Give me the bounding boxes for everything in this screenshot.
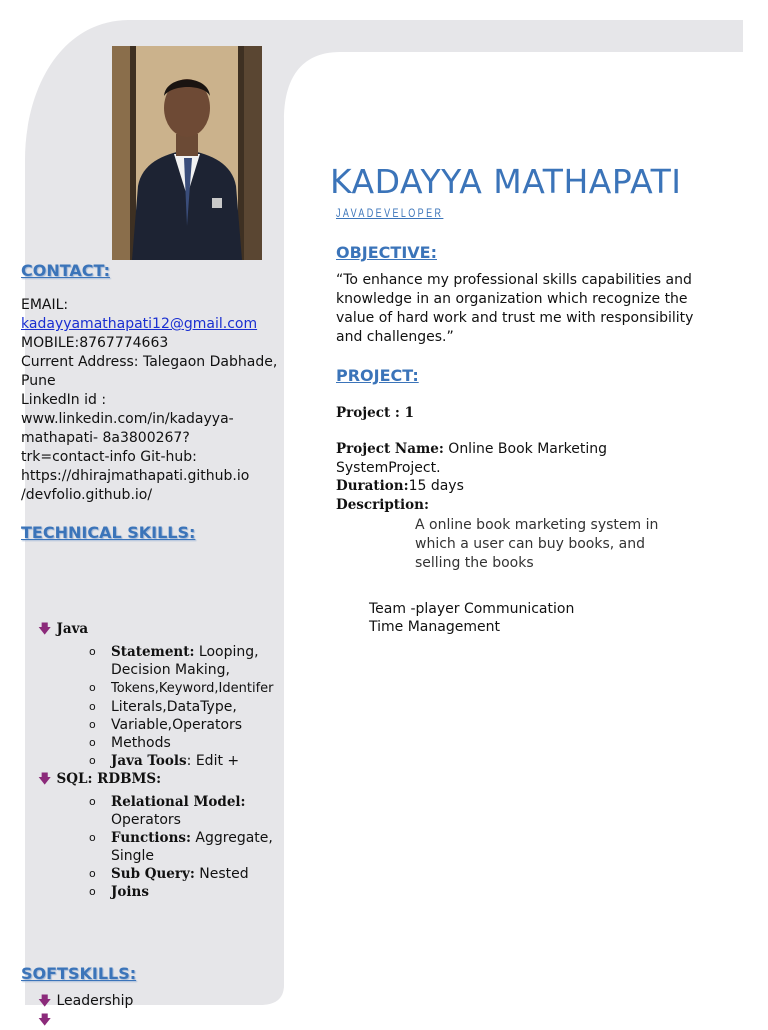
list-item: o Methods (89, 735, 171, 751)
arrow-bullet-icon: 🡇 (38, 622, 52, 637)
list-item: o Sub Query: Nested (89, 866, 249, 882)
soft-skill-item: Time Management (369, 619, 500, 635)
technical-skills-list (38, 620, 298, 901)
profile-photo (112, 46, 262, 260)
circle-bullet-icon: o (89, 681, 96, 694)
soft-skill-item: Team -player Communication (369, 601, 575, 617)
linkedin-label: LinkedIn id : (21, 392, 107, 408)
candidate-role: JAVADEVELOPER (336, 206, 444, 220)
circle-bullet-icon: o (89, 754, 96, 767)
list-item: o Functions: Aggregate, Single (89, 830, 273, 864)
circle-bullet-icon: o (89, 795, 96, 808)
circle-bullet-icon: o (89, 736, 96, 749)
project-duration-value: 15 days (408, 478, 464, 494)
list-item: o Variable,Operators (89, 717, 243, 733)
skill-java: 🡇 Java (38, 621, 89, 637)
project-duration-label: Duration: (336, 478, 409, 494)
sql-subskills (38, 793, 298, 901)
project-duration-line (336, 477, 464, 496)
project-description-text: A online book marketing system in which a user can buy books, and selling the books (415, 517, 659, 571)
project-name-value: Online Book Marketing SystemProject. (336, 441, 607, 476)
objective-text: “To enhance my professional skills capabilities and knowledge in an organization which recognize the value of hard work and trust me with responsibility and challenges.” (336, 272, 694, 345)
project-heading: PROJECT: (336, 366, 419, 385)
project-description-label: Description: (336, 497, 429, 513)
arrow-bullet-icon: 🡇 (38, 994, 52, 1009)
mobile-number: MOBILE:8767774663 (21, 335, 169, 351)
arrow-bullet-icon: 🡇 (38, 1013, 52, 1028)
list-item: o Literals,DataType, (89, 699, 237, 715)
github-line: trk=contact-info Git-hub: (21, 449, 197, 465)
email-label: EMAIL: (21, 297, 69, 313)
contact-block (21, 296, 283, 505)
objective-heading: OBJECTIVE: (336, 243, 437, 262)
contact-heading: CONTACT: (21, 261, 110, 280)
github-url: https://dhirajmathapati.github.io (21, 468, 250, 484)
email-link[interactable]: kadayyamathapati12@gmail.com (21, 316, 258, 332)
list-item: o Joins (89, 884, 149, 900)
project-number: Project : 1 (336, 405, 414, 421)
softskills-list (38, 992, 133, 1030)
circle-bullet-icon: o (89, 645, 96, 658)
list-item: o Java Tools: Edit + (89, 753, 240, 769)
candidate-name: KADAYYA MATHAPATI (330, 162, 682, 201)
project-name-line (336, 440, 636, 478)
list-item: 🡇 Leadership (38, 993, 134, 1009)
circle-bullet-icon: o (89, 885, 96, 898)
java-subskills (38, 643, 298, 770)
arrow-bullet-icon: 🡇 (38, 772, 52, 787)
soft-skills-right (369, 600, 574, 636)
project-name-label: Project Name: (336, 441, 444, 457)
skill-sql: 🡇 SQL: RDBMS: (38, 771, 162, 787)
linkedin-line: mathapati- 8a3800267? (21, 430, 190, 446)
current-address: Current Address: Talegaon Dabhade, Pune (21, 354, 278, 389)
list-item: o Statement: Looping, Decision Making, (89, 644, 259, 678)
circle-bullet-icon: o (89, 700, 96, 713)
circle-bullet-icon: o (89, 867, 96, 880)
circle-bullet-icon: o (89, 718, 96, 731)
linkedin-line: www.linkedin.com/in/kadayya- (21, 411, 234, 427)
list-item (38, 1011, 133, 1030)
github-url: /devfolio.github.io/ (21, 487, 153, 503)
list-item: o Tokens,Keyword,Identifer (89, 681, 274, 696)
technical-skills-heading: TECHNICAL SKILLS: (21, 523, 196, 542)
softskills-heading: SOFTSKILLS: (21, 964, 137, 983)
list-item: o Relational Model: Operators (89, 794, 246, 828)
circle-bullet-icon: o (89, 831, 96, 844)
